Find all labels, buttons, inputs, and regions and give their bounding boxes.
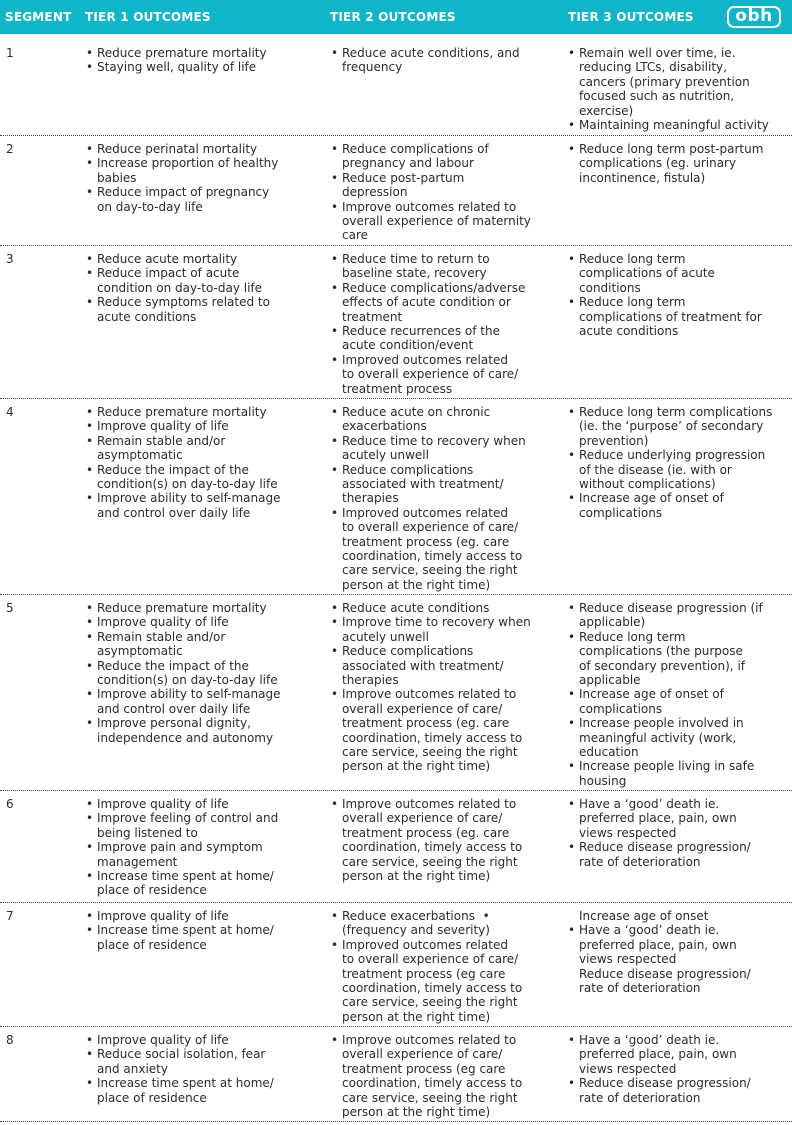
outcome-item: • Increase age of onset of complications: [567, 491, 792, 520]
tier1-outcomes-list: [85, 405, 313, 520]
outcome-item: • Improved outcomes related to overall experience of care/ treatment process (eg. care coordination, timely access to care service, seeing the right person at the right time): [330, 506, 552, 592]
outcome-item: • Reduce acute mortality: [85, 252, 313, 266]
outcome-item: • Improve outcomes related to overall experience of care/ treatment process (eg. care coordination, timely access to care service, seeing the right person at the right time): [330, 687, 552, 773]
tier1-outcomes-list: [85, 46, 313, 75]
outcome-item: • Reduce recurrences of the acute condition/event: [330, 324, 552, 353]
tier3-outcomes-list: [567, 142, 792, 185]
outcome-item: • Reduce premature mortality: [85, 405, 313, 419]
outcome-item: • Improve outcomes related to overall experience of care/ treatment process (eg care coordination, timely access to care service, seeing the right person at the right time): [330, 1033, 552, 1119]
outcome-item: • Remain stable and/or asymptomatic: [85, 434, 313, 463]
outcome-item: • Reduce impact of acute condition on day-to-day life: [85, 266, 313, 295]
outcome-item: • Reduce premature mortality: [85, 46, 313, 60]
outcome-item: • Reduce long term complications (ie. the ‘purpose’ of secondary prevention): [567, 405, 792, 448]
tier3-outcomes-list: [567, 1033, 792, 1105]
outcome-item: • Reduce impact of pregnancy on day-to-day life: [85, 185, 313, 214]
outcome-item: • Increase time spent at home/ place of residence: [85, 923, 313, 952]
row-divider: [0, 135, 792, 136]
tier3-outcomes-list: [567, 909, 792, 995]
outcome-item: • Improve quality of life: [85, 615, 313, 629]
row-divider: [0, 594, 792, 595]
tier2-outcomes-list: [330, 909, 552, 1024]
tier1-outcomes-list: [85, 601, 313, 745]
outcome-item: • Improve pain and symptom management: [85, 840, 313, 869]
outcome-item: • Improve quality of life: [85, 1033, 313, 1047]
outcome-item: • Reduce long term complications of acute conditions: [567, 252, 792, 295]
segment-number: 3: [6, 252, 14, 266]
row-divider: [0, 398, 792, 399]
tier1-outcomes-list: [85, 252, 313, 324]
tier1-outcomes-list: [85, 909, 313, 952]
outcome-item: • Reduce complications of pregnancy and labour: [330, 142, 552, 171]
header-segment: SEGMENT: [5, 10, 72, 24]
outcome-item: • Increase proportion of healthy babies: [85, 156, 313, 185]
outcome-item: • Reduce acute on chronic exacerbations: [330, 405, 552, 434]
row-divider: [0, 1121, 792, 1122]
tier2-outcomes-list: [330, 142, 552, 243]
outcome-item: • Reduce time to recovery when acutely unwell: [330, 434, 552, 463]
outcome-item: • Reduce exacerbations • (frequency and severity): [330, 909, 552, 938]
tier3-outcomes-list: [567, 46, 792, 132]
tier3-outcomes-list: [567, 601, 792, 788]
tier3-outcomes-list: [567, 252, 792, 338]
tier2-outcomes-list: [330, 601, 552, 774]
row-divider: [0, 245, 792, 246]
outcome-item: • Reduce disease progression (if applicable): [567, 601, 792, 630]
outcome-item: • Increase time spent at home/ place of residence: [85, 1076, 313, 1105]
tier2-outcomes-list: [330, 405, 552, 592]
outcome-item: • Increase people involved in meaningful activity (work, education: [567, 716, 792, 759]
outcome-item: • Improve feeling of control and being listened to: [85, 811, 313, 840]
outcome-item: Increase age of onset: [579, 909, 709, 923]
outcome-item: • Improve personal dignity, independence and autonomy: [85, 716, 313, 745]
outcome-item: Reduce disease progression/ rate of deterioration: [579, 966, 751, 996]
outcome-item: • Increase age of onset of complications: [567, 687, 792, 716]
outcome-item: • Improve quality of life: [85, 797, 313, 811]
outcome-item: • Reduce long term complications of treatment for acute conditions: [567, 295, 792, 338]
outcome-item: • Improved outcomes related to overall experience of care/ treatment process (eg care coordination, timely access to care service, seeing the right person at the right time): [330, 938, 552, 1024]
outcome-item: • Reduce the impact of the condition(s) on day-to-day life: [85, 659, 313, 688]
outcome-item: • Increase people living in safe housing: [567, 759, 792, 788]
outcome-item: • Improve quality of life: [85, 419, 313, 433]
tier1-outcomes-list: [85, 797, 313, 898]
outcome-item: • Reduce the impact of the condition(s) on day-to-day life: [85, 463, 313, 492]
outcome-item: • Reduce complications associated with treatment/ therapies: [330, 463, 552, 506]
outcome-item: • Reduce long term post-partum complications (eg. urinary incontinence, fistula): [567, 142, 792, 185]
outcome-item: • Reduce underlying progression of the disease (ie. with or without complications): [567, 448, 792, 491]
outcome-item: • Reduce disease progression/ rate of deterioration: [567, 1076, 792, 1105]
tier3-outcomes-list: [567, 405, 792, 520]
outcome-item: • Have a ‘good’ death ie. preferred place, pain, own views respected: [567, 797, 792, 840]
segment-number: 7: [6, 909, 14, 923]
outcome-item: • Reduce premature mortality: [85, 601, 313, 615]
outcome-item: • Maintaining meaningful activity: [567, 118, 792, 132]
tier3-outcomes-list: [567, 797, 792, 869]
tier2-outcomes-list: [330, 252, 552, 396]
outcome-item: • Reduce acute conditions, and frequency: [330, 46, 552, 75]
obh-logo: obh: [727, 6, 781, 28]
header-tier2: TIER 2 OUTCOMES: [330, 10, 456, 24]
segment-number: 4: [6, 405, 14, 419]
tier2-outcomes-list: [330, 46, 552, 75]
tier2-outcomes-list: [330, 1033, 552, 1119]
segment-number: 1: [6, 46, 14, 60]
outcome-item: • Improve ability to self-manage and control over daily life: [85, 687, 313, 716]
header-tier3: TIER 3 OUTCOMES: [568, 10, 694, 24]
outcome-item: • Reduce complications associated with treatment/ therapies: [330, 644, 552, 687]
outcome-item: • Reduce symptoms related to acute conditions: [85, 295, 313, 324]
outcome-item: • Reduce complications/adverse effects of acute condition or treatment: [330, 281, 552, 324]
segment-number: 6: [6, 797, 14, 811]
outcome-item: • Staying well, quality of life: [85, 60, 313, 74]
row-divider: [0, 902, 792, 903]
outcome-item: • Reduce social isolation, fear and anxiety: [85, 1047, 313, 1076]
row-divider: [0, 1026, 792, 1027]
segment-number: 2: [6, 142, 14, 156]
outcome-item: • Improved outcomes related to overall experience of care/ treatment process: [330, 353, 552, 396]
outcome-item: • Remain stable and/or asymptomatic: [85, 630, 313, 659]
outcome-item: • Have a ‘good’ death ie. preferred place, pain, own views respected: [567, 1033, 792, 1076]
tier1-outcomes-list: [85, 1033, 313, 1105]
tier1-outcomes-list: [85, 142, 313, 214]
outcome-item: • Reduce long term complications (the purpose of secondary prevention), if applicable: [567, 630, 792, 688]
outcome-item: • Have a ‘good’ death ie. preferred place, pain, own views respected: [567, 923, 792, 966]
outcome-item: • Reduce disease progression/ rate of deterioration: [567, 840, 792, 869]
outcome-item: • Reduce post-partum depression: [330, 171, 552, 200]
segment-number: 5: [6, 601, 14, 615]
outcome-item: • Reduce acute conditions: [330, 601, 552, 615]
segment-number: 8: [6, 1033, 14, 1047]
row-divider: [0, 790, 792, 791]
outcome-item: • Improve ability to self-manage and control over daily life: [85, 491, 313, 520]
outcome-item: • Reduce perinatal mortality: [85, 142, 313, 156]
outcome-item: • Increase time spent at home/ place of residence: [85, 869, 313, 898]
outcome-item: • Improve outcomes related to overall experience of care/ treatment process (eg. care coordination, timely access to care service, seeing the right person at the right time): [330, 797, 552, 883]
outcome-item: • Improve time to recovery when acutely unwell: [330, 615, 552, 644]
header-tier1: TIER 1 OUTCOMES: [85, 10, 211, 24]
outcome-item: • Improve quality of life: [85, 909, 313, 923]
outcome-item: • Improve outcomes related to overall experience of maternity care: [330, 200, 552, 243]
tier2-outcomes-list: [330, 797, 552, 883]
table-header: [0, 0, 792, 34]
outcome-item: • Remain well over time, ie. reducing LTCs, disability, cancers (primary prevention focused such as nutrition, exercise): [567, 46, 792, 118]
outcome-item: • Reduce time to return to baseline state, recovery: [330, 252, 552, 281]
